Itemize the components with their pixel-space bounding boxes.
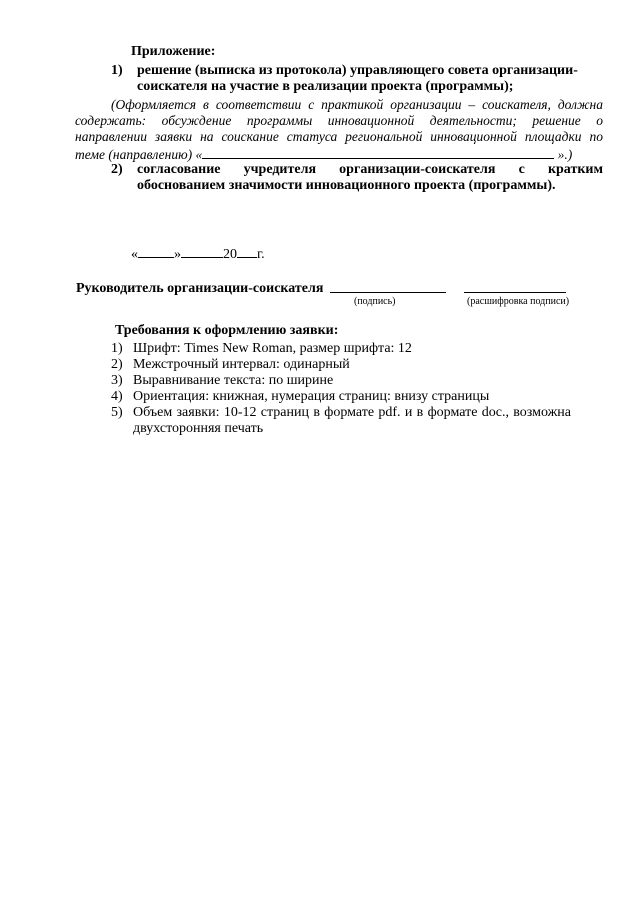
requirement-5-line-2: двухсторонняя печать [133, 421, 264, 436]
signature-label: Руководитель организации-соискателя [76, 281, 324, 296]
signature-caption: (подпись) [354, 296, 396, 307]
requirement-5-text: Объем заявки: 10-12 страниц в формате pdf. и в формате doc., возможна [133, 405, 571, 420]
note-line-4-start: теме (направлению) « [75, 147, 203, 162]
appendix-item-1-line-1: решение (выписка из протокола) управляющего совета организации- [137, 63, 578, 78]
note-line-4-end: ».) [557, 147, 573, 162]
requirement-1-text: Шрифт: Times New Roman, размер шрифта: 12 [133, 341, 412, 356]
note-line-1: (Оформляется в соответствии с практикой организации – соискателя, должна [111, 97, 603, 112]
requirement-5-number: 5) [111, 405, 123, 420]
year-suffix: г. [257, 247, 265, 262]
note-line-3: направлении заявки на соискание статуса региональной инновационной площадки по [75, 129, 603, 144]
decode-caption: (расшифровка подписи) [467, 296, 570, 307]
date-open-quote: « [131, 247, 138, 262]
requirement-1-number: 1) [111, 341, 123, 356]
requirement-3-text: Выравнивание текста: по ширине [133, 373, 334, 388]
year-blank-line [237, 245, 257, 258]
day-blank-line [138, 245, 174, 258]
requirement-3-number: 3) [111, 373, 123, 388]
requirement-2-text: Межстрочный интервал: одинарный [133, 357, 350, 372]
appendix-item-1-line-2: соискателя на участие в реализации проекта (программы); [137, 79, 514, 94]
requirements-title: Требования к оформлению заявки: [115, 323, 339, 338]
year-prefix: 20 [223, 247, 237, 262]
date-close-quote: » [174, 247, 181, 262]
decode-blank-line [464, 280, 566, 293]
note-line-4 [75, 146, 572, 163]
requirement-2-number: 2) [111, 357, 123, 372]
month-blank-line [181, 245, 223, 258]
requirement-4-text: Ориентация: книжная, нумерация страниц: внизу страницы [133, 389, 490, 404]
requirement-4-number: 4) [111, 389, 123, 404]
appendix-title: Приложение: [131, 44, 216, 59]
appendix-item-2-number: 2) [111, 162, 123, 177]
note-line-2: содержать: обсуждение программы инновационной деятельности; решение о [75, 113, 603, 128]
appendix-item-1-number: 1) [111, 63, 123, 78]
appendix-item-2-line-1: согласование учредителя организации-соискателя с кратким [137, 162, 603, 177]
date-line [131, 245, 265, 263]
topic-blank-line [202, 146, 554, 159]
appendix-item-2-line-2: обоснованием значимости инновационного проекта (программы). [137, 178, 556, 193]
signature-blank-line [330, 280, 446, 293]
